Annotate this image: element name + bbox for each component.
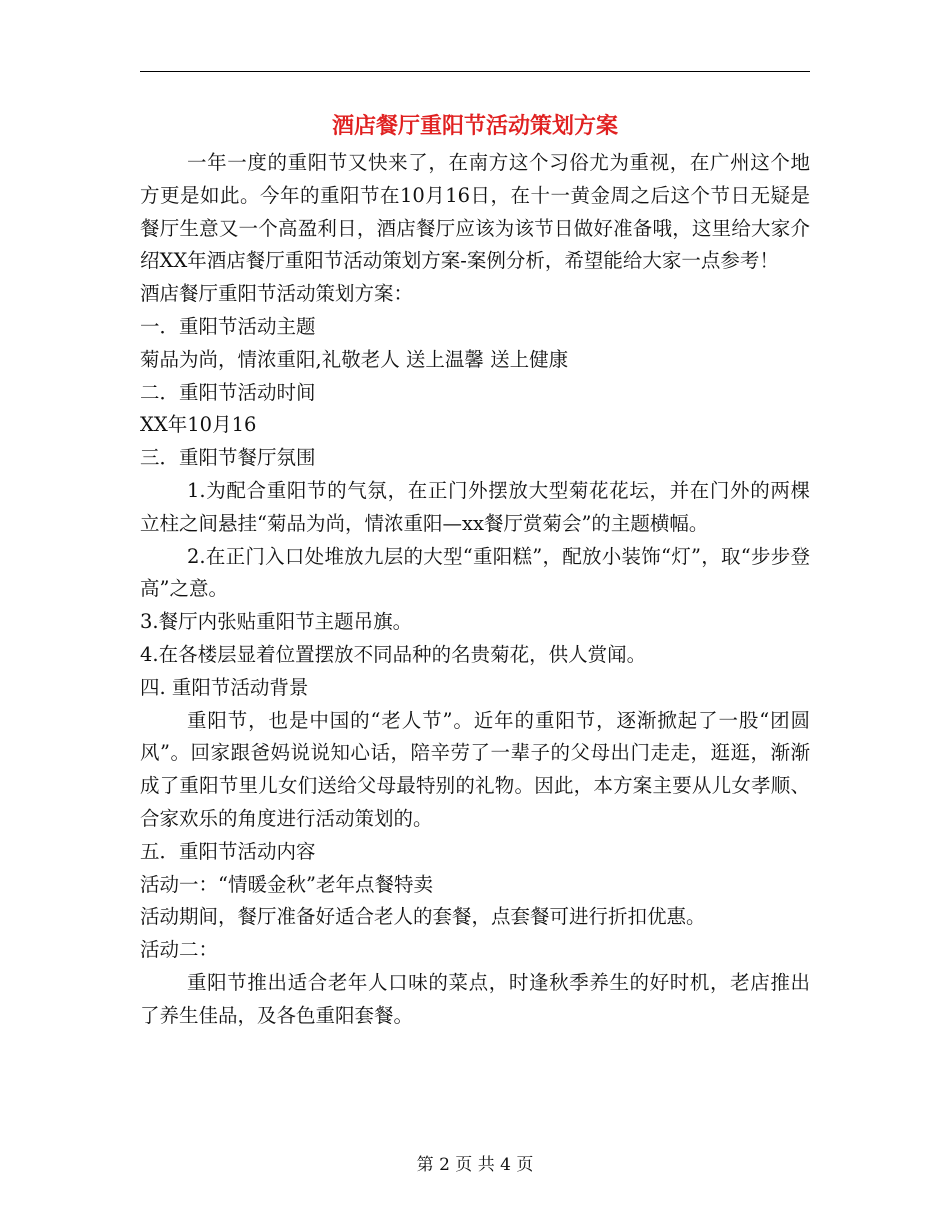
section3-item-2: 2.在正门入口处堆放九层的大型“重阳糕”，配放小装饰“灯”，取“步步登高”之意。 [140, 544, 810, 601]
activity2-text: 重阳节推出适合老年人口味的菜点，时逢秋季养生的好时机，老店推出了养生佳品，及各色重阳套餐。 [140, 970, 810, 1027]
section3-heading: 三．重阳节餐厅氛围 [140, 446, 316, 470]
section1-heading: 一．重阳节活动主题 [140, 314, 316, 338]
document-title: 酒店餐厅重阳节活动策划方案 [331, 113, 618, 139]
document-body [140, 147, 810, 1033]
section3-item-1: 1.为配合重阳节的气氛，在正门外摆放大型菊花花坛，并在门外的两棵立柱之间悬挂“菊品为尚，情浓重阳—xx餐厅赏菊会”的主题横幅。 [140, 478, 810, 535]
activity2-heading: 活动二： [140, 938, 219, 962]
section1-text: 菊品为尚，情浓重阳,礼敬老人 送上温馨 送上健康 [140, 347, 569, 371]
plan-label: 酒店餐厅重阳节活动策划方案： [140, 282, 414, 306]
header-rule [140, 71, 810, 72]
section3-item-4: 4.在各楼层显着位置摆放不同品种的名贵菊花，供人赏闻。 [140, 642, 647, 666]
intro-paragraph: 一年一度的重阳节又快来了，在南方这个习俗尤为重视，在广州这个地方更是如此。今年的重阳节在10月16日，在十一黄金周之后这个节日无疑是餐厅生意又一个高盈利日，酒店餐厅应该为该节日做好准备哦，这里给大家介绍XX年酒店餐厅重阳节活动策划方案-案例分析，希望能给大家一点参考！ [140, 151, 810, 273]
page-number-footer: 第 2 页 共 4 页 [416, 1155, 534, 1175]
section4-heading: 四. 重阳节活动背景 [140, 675, 309, 699]
section2-text: XX年10月16 [140, 413, 257, 437]
section4-text: 重阳节，也是中国的“老人节”。近年的重阳节，逐渐掀起了一股“团圆风”。回家跟爸妈说说知心话，陪辛劳了一辈子的父母出门走走，逛逛，渐渐成了重阳节里儿女们送给父母最特别的礼物。因此，本方案主要从儿女孝顺、合家欢乐的角度进行活动策划的。 [140, 708, 810, 830]
activity1-heading: 活动一：“情暖金秋”老年点餐特卖 [140, 872, 433, 896]
section5-heading: 五．重阳节活动内容 [140, 839, 316, 863]
activity1-text: 活动期间，餐厅准备好适合老人的套餐，点套餐可进行折扣优惠。 [140, 905, 706, 929]
section2-heading: 二．重阳节活动时间 [140, 380, 316, 404]
section3-item-3: 3.餐厅内张贴重阳节主题吊旗。 [140, 610, 413, 634]
